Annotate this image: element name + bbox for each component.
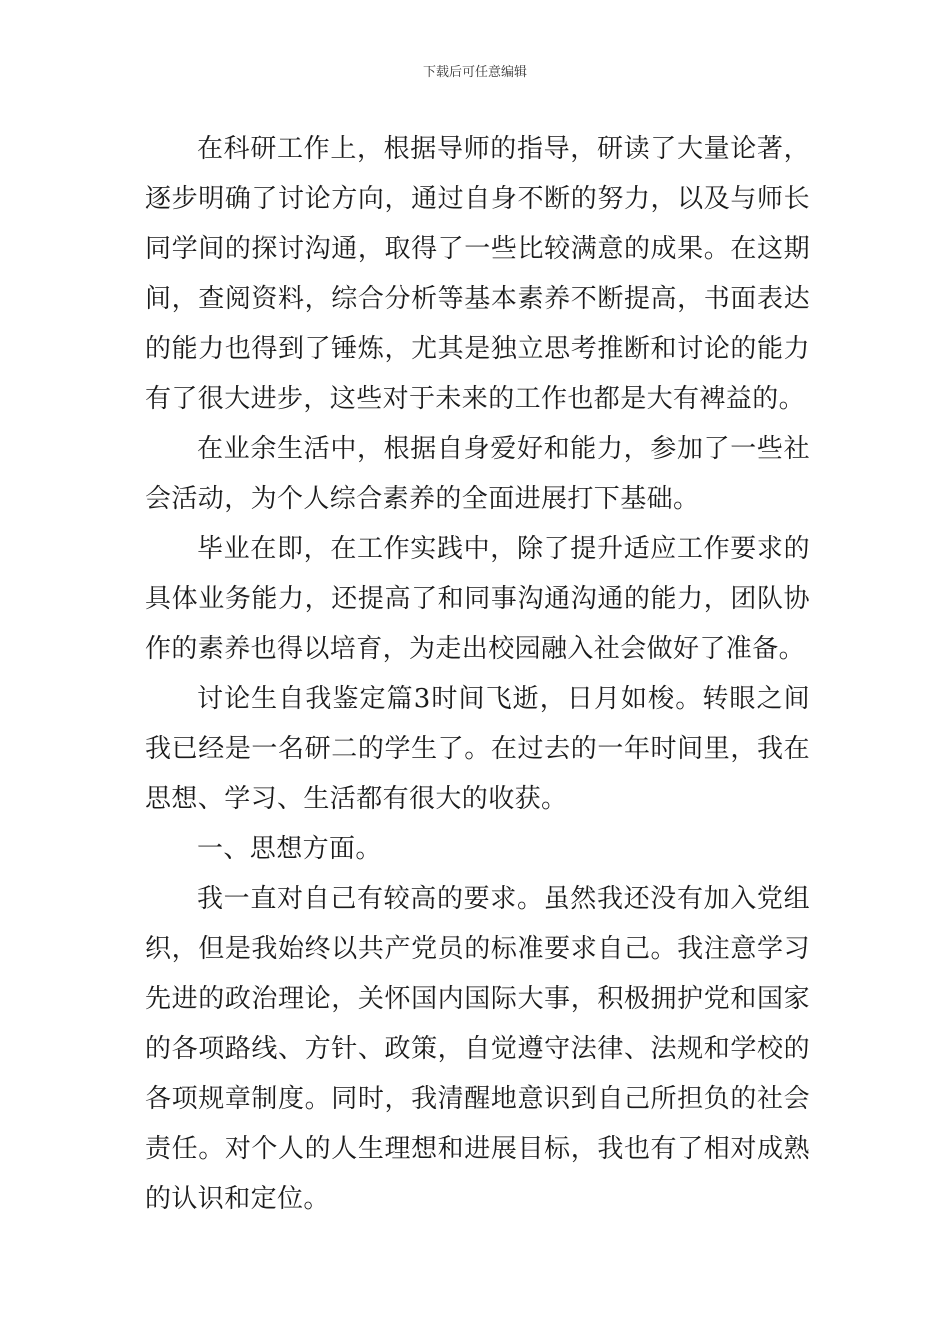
paragraph-part-3-intro: 讨论生自我鉴定篇3时间飞逝，日月如梭。转眼之间我已经是一名研二的学生了。在过去的一年时间里，我在思想、学习、生活都有很大的收获。 xyxy=(145,684,810,814)
paragraph-leisure: 在业余生活中，根据自身爱好和能力，参加了一些社会活动，为个人综合素养的全面进展打下基础。 xyxy=(145,434,810,514)
paragraph-graduation: 毕业在即，在工作实践中，除了提升适应工作要求的具体业务能力，还提高了和同事沟通沟通的能力，团队协作的素养也得以培育，为走出校园融入社会做好了准备。 xyxy=(145,534,810,664)
paragraph-research: 在科研工作上，根据导师的指导，研读了大量论著，逐步明确了讨论方向，通过自身不断的努力，以及与师长同学间的探讨沟通，取得了一些比较满意的成果。在这期间，查阅资料，综合分析等基本素养不断提高，书面表达的能力也得到了锤炼，尤其是独立思考推断和讨论的能力有了很大进步，这些对于未来的工作也都是大有裨益的。 xyxy=(145,134,810,414)
paragraph-thought: 我一直对自己有较高的要求。虽然我还没有加入党组织，但是我始终以共产党员的标准要求自己。我注意学习先进的政治理论，关怀国内国际大事，积极拥护党和国家的各项路线、方针、政策，自觉遵守法律、法规和学校的各项规章制度。同时，我清醒地意识到自己所担负的社会责任。对个人的人生理想和进展目标，我也有了相对成熟的认识和定位。 xyxy=(145,884,810,1214)
section-heading-thought: 一、思想方面。 xyxy=(197,834,382,864)
page-header: 下载后可任意编辑 xyxy=(422,65,527,80)
document-body xyxy=(145,124,810,1224)
